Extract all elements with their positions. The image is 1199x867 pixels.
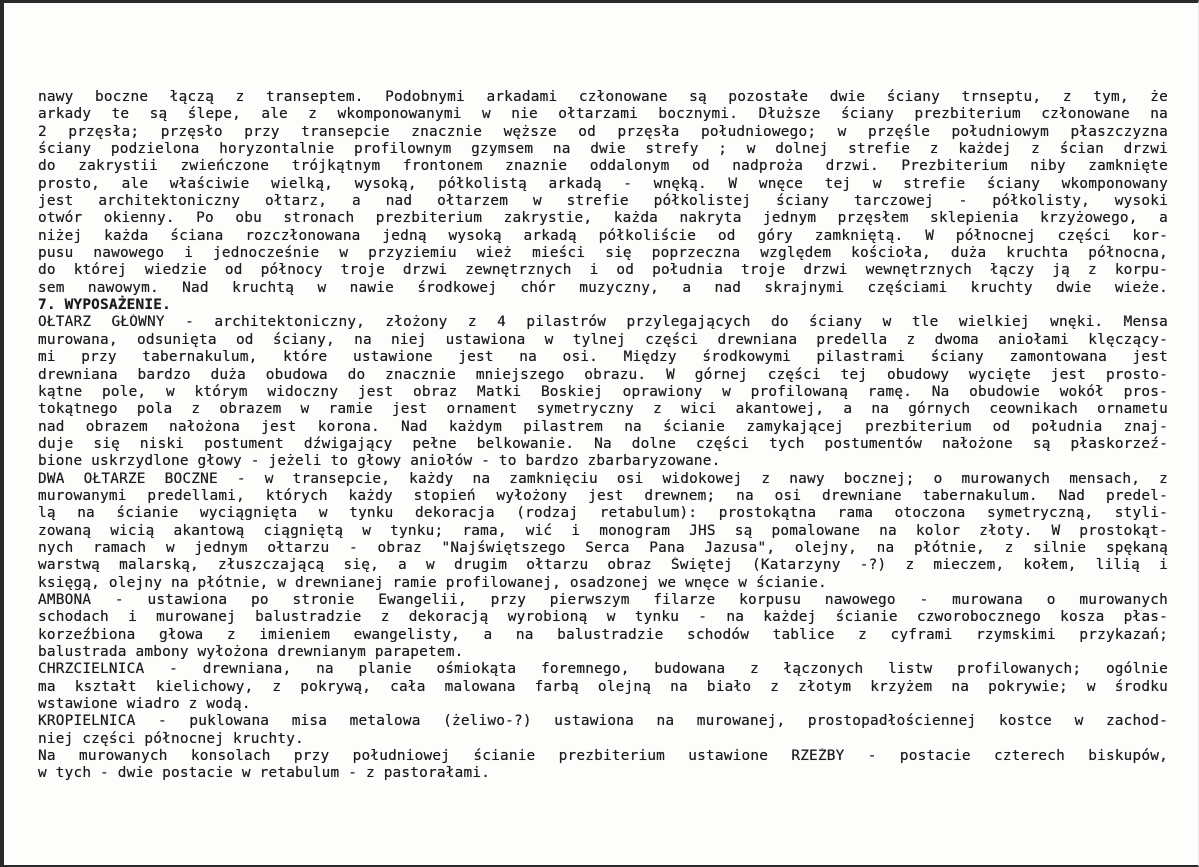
text-line: zowaną wicią akantową ciągniętą w tynku; rama, wić i monogram JHS są pomalowane na kolor złoty. W prostokąt-: [38, 522, 1168, 539]
text-line: AMBONA - ustawiona po stronie Ewangelii, przy pierwszym filarze korpusu nawowego - murowana o murowanych: [38, 591, 1168, 608]
text-line: nawy boczne łączą z transeptem. Podobnymi arkadami członowane są pozostałe dwie ściany trnseptu, z tym, że: [38, 89, 1168, 105]
text-line: bione uskrzydlone głowy - jeżeli to głowy aniołów - to bardzo zbarbaryzowane.: [38, 453, 721, 470]
text-line: do zakrystii zwieńczone trójkątnym frontonem znaznie oddalonym od nadproża drzwi. Prezbiterium niby zamknięte: [38, 158, 1168, 175]
text-line: KROPIELNICA - puklowana misa metalowa (żeliwo-?) ustawiona na murowanej, prostopadłościennej kostce w zachod-: [38, 713, 1168, 730]
text-line: balustrada ambony wyłożona drewnianym parapetem.: [38, 644, 464, 660]
text-line: drewniana bardzo duża obudowa do znacznie mniejszego obrazu. W górnej części tej obudowy wycięte jest prosto-: [38, 366, 1168, 383]
text-line: DWA OŁTARZE BOCZNE - w transepcie, każdy na zamknięciu osi widokowej z nawy bocznej; o murowanych mensach, z: [38, 470, 1168, 487]
text-line: otwór okienny. Po obu stronach prezbiterium zakrystie, każda nakryta jednym przęsłem sklepienia krzyżowego, a: [38, 210, 1168, 227]
text-line: nad obrazem nałożona jest korona. Nad każdym pilastrem na ścianie zamykającej prezbiterium od południa znaj-: [38, 418, 1168, 435]
section-heading: 7. WYPOSAŻENIE.: [38, 297, 171, 314]
text-line: Na murowanych konsolach przy południowej ścianie prezbiterium ustawione RZEŹBY - postacie czterech biskupów,: [38, 748, 1168, 765]
text-line: warstwą malarską, złuszczającą się, a w drugim ołtarzu obraz Świętej (Katarzyny -?) z mieczem, kołem, lilią i: [38, 557, 1168, 574]
text-line: niej części północnej kruchty.: [38, 730, 304, 747]
text-line: arkady te są ślepe, ale z wkomponowanymi w nie ołtarzami bocznymi. Dłuższe ściany prezbiterium członowane na: [38, 106, 1168, 123]
text-line: CHRZCIELNICA - drewniana, na planie ośmiokąta foremnego, budowana z łączonych listw profilowanych; ogólnie: [38, 661, 1168, 678]
text-line: w tych - dwie postacie w retabulum - z pastorałami.: [38, 765, 491, 782]
text-line: OŁTARZ GŁÓWNY - architektoniczny, złożony z 4 pilastrów przylegających do ściany w tle wielkiej wnęki. Mensa: [38, 314, 1168, 331]
text-line: tokątnego pola z obrazem w ramie jest ornament symetryczny z wici akantowej, a na górnych ceownikach ornametu: [38, 401, 1168, 418]
text-line: murowana, odsunięta od ściany, na niej ustawiona w tylnej części drewniana predella z dwoma aniołami klęczący-: [38, 331, 1168, 348]
text-line: wstawione wiadro z wodą.: [38, 696, 251, 713]
text-line: do której wiedzie od północy troje drzwi zewnętrznych i od południa troje drzwi wewnętrznych łączy ją z korpu-: [38, 262, 1168, 279]
text-line: sem nawowym. Nad kruchtą w nawie środkowej chór muzyczny, a nad skrajnymi częściami kruchty dwie wieże.: [38, 279, 1168, 296]
typewritten-text-block: [38, 89, 1168, 783]
text-line: duje się niski postument dźwigający pełne belkowanie. Na dolne części tych postumentów nałożone są płaskorzeź-: [38, 435, 1168, 452]
text-line: prosto, ale właściwie wielką, wysoką, półkolistą arkadą - wnęką. W wnęce tej w strefie ściany wkomponowany: [38, 175, 1168, 192]
text-line: 2 przęsła; przęsło przy transepcie znacznie węższe od przęsła południowego; w przęśle południowym płaszczyzna: [38, 123, 1168, 140]
text-line: księgą, olejny na płótnie, w drewnianej ramie profilowanej, osadzonej we wnęce w ścianie.: [38, 574, 827, 591]
text-line: pusu nawowego i jednocześnie w przyziemiu wież mieści się poprzeczna względem kościoła, duża kruchta północna,: [38, 245, 1168, 262]
text-line: ma kształt kielichowy, z pokrywą, cała malowana farbą olejną na biało z złotym krzyżem na pokrywie; w środku: [38, 678, 1168, 695]
text-line: mi przy tabernakulum, które ustawione jest na osi. Między środkowymi pilastrami ściany zamontowana jest: [38, 349, 1168, 366]
text-line: jest architektoniczny ołtarz, a nad ołtarzem w strefie półkolistej ściany tarczowej - półkolisty, wysoki: [38, 193, 1168, 210]
text-line: nych ramach w jednym ołtarzu - obraz "Najświętszego Serca Pana Jazusa", olejny, na płótnie, z silnie spękaną: [38, 539, 1168, 556]
text-line: niżej każda ściana rozczłonowana jedną wysoką arkadą półkoliście od góry zamkniętą. W północnej części kor-: [38, 227, 1168, 244]
text-line: schodach i murowanej balustradzie z dekoracją wyrobioną w tynku - na każdej ścianie czworobocznego kosza płas-: [38, 609, 1168, 626]
text-line: korzeźbiona głowa z imieniem ewangelisty, a na balustradzie schodów tablice z cyframi rzymskimi przykazań;: [38, 626, 1168, 643]
text-line: lą na ścianie wyciągnięta w tynku dekoracja (rodzaj retabulum): prostokątna rama otoczona symetryczną, styli-: [38, 505, 1168, 522]
text-line: kątne pole, w którym widoczny jest obraz Matki Boskiej oprawiony w profilowaną ramę. Na obudowie wokół pros-: [38, 383, 1168, 400]
text-line: murowanymi predellami, których każdy stopień wyłożony jest drewnem; na osi drewniane tabernakulum. Nad predel-: [38, 487, 1168, 504]
text-line: ściany podzielona horyzontalnie profilownym gzymsem na dwie strefy ; w dolnej strefie z każdej z ścian drzwi: [38, 141, 1168, 158]
